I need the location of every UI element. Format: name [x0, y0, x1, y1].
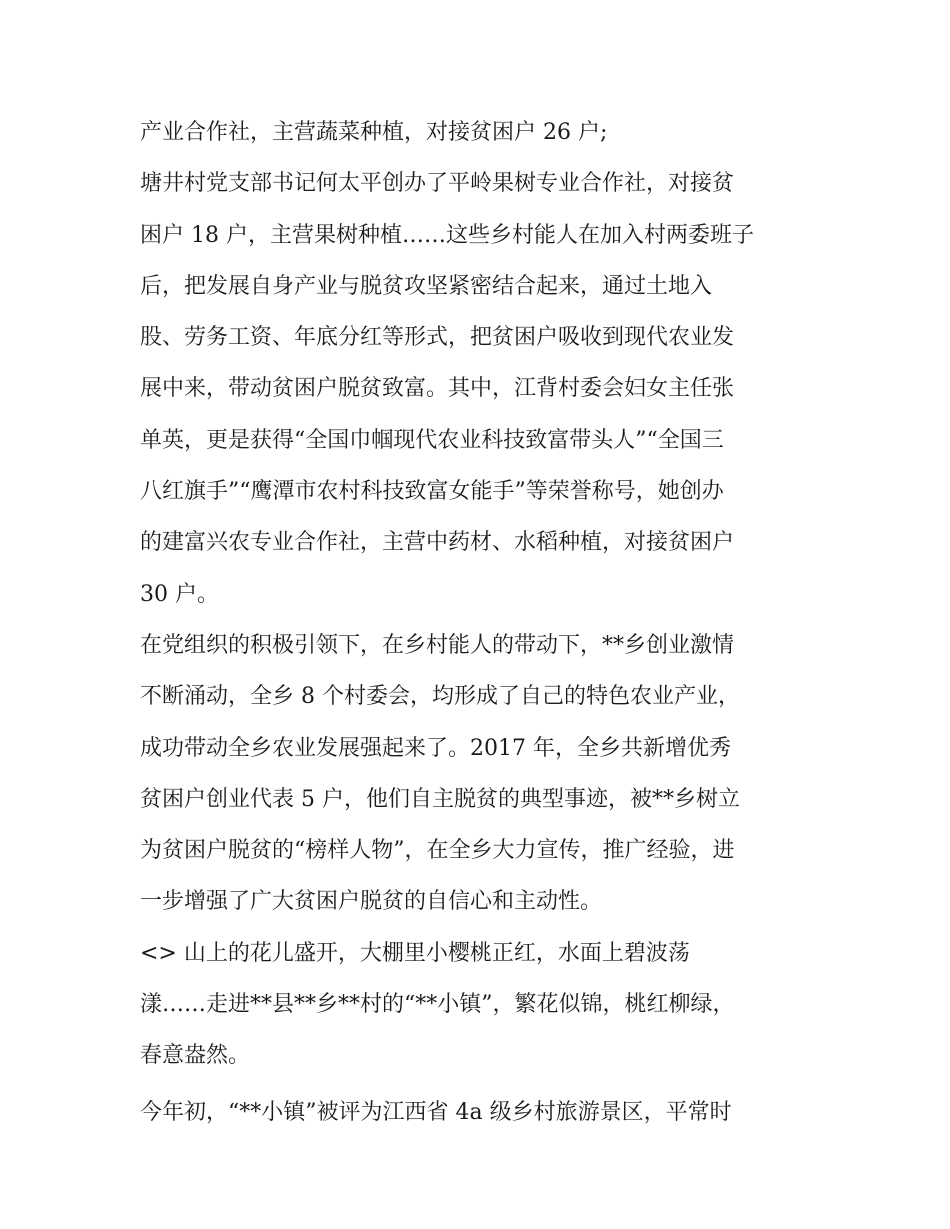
text-line: 股、劳务工资、年底分红等形式，把贫困户吸收到现代农业发 — [140, 325, 735, 351]
text-line: 塘井村党支部书记何太平创办了平岭果树专业合作社，对接贫 — [140, 171, 735, 197]
text-line: 为贫困户脱贫的“榜样人物”，在全乡大力宣传，推广经验，进 — [140, 838, 735, 864]
text-line: 成功带动全乡农业发展强起来了。2017 年，全乡共新增优秀 — [140, 735, 731, 761]
text-line: 不断涌动，全乡 8 个村委会，均形成了自己的特色农业产业， — [140, 684, 740, 710]
text-line: 一步增强了广大贫困户脱贫的自信心和主动性。 — [140, 889, 603, 915]
text-line: 展中来，带动贫困户脱贫致富。其中，江背村委会妇女主任张 — [140, 376, 735, 402]
text-line: 春意盎然。 — [140, 1043, 251, 1069]
text-line: 贫困户创业代表 5 户，他们自主脱贫的典型事迹，被**乡树立 — [140, 786, 740, 812]
text-line: <> 山上的花儿盛开，大棚里小樱桃正红，水面上碧波荡 — [140, 940, 690, 966]
text-line: 后，把发展自身产业与脱贫攻坚紧密结合起来，通过土地入 — [140, 273, 713, 299]
text-line: 漾……走进**县**乡**村的“**小镇”，繁花似锦，桃红柳绿， — [140, 992, 735, 1018]
text-line: 单英，更是获得“全国巾帼现代农业科技致富带头人”“全国三 — [140, 427, 724, 453]
text-line: 30 户。 — [140, 581, 219, 607]
document-body — [140, 107, 820, 1138]
text-line: 今年初，“**小镇”被评为江西省 4a 级乡村旅游景区，平常时 — [140, 1099, 732, 1125]
text-line: 的建富兴农专业合作社，主营中药材、水稻种植，对接贫困户 — [140, 530, 735, 556]
text-line: 困户 18 户，主营果树种植……这些乡村能人在加入村两委班子 — [140, 222, 754, 248]
text-line: 在党组织的积极引领下，在乡村能人的带动下，**乡创业激情 — [140, 632, 735, 658]
text-line: 产业合作社，主营蔬菜种植，对接贫困户 26 户; — [140, 120, 608, 145]
text-line: 八红旗手”“鹰潭市农村科技致富女能手”等荣誉称号，她创办 — [140, 479, 724, 505]
